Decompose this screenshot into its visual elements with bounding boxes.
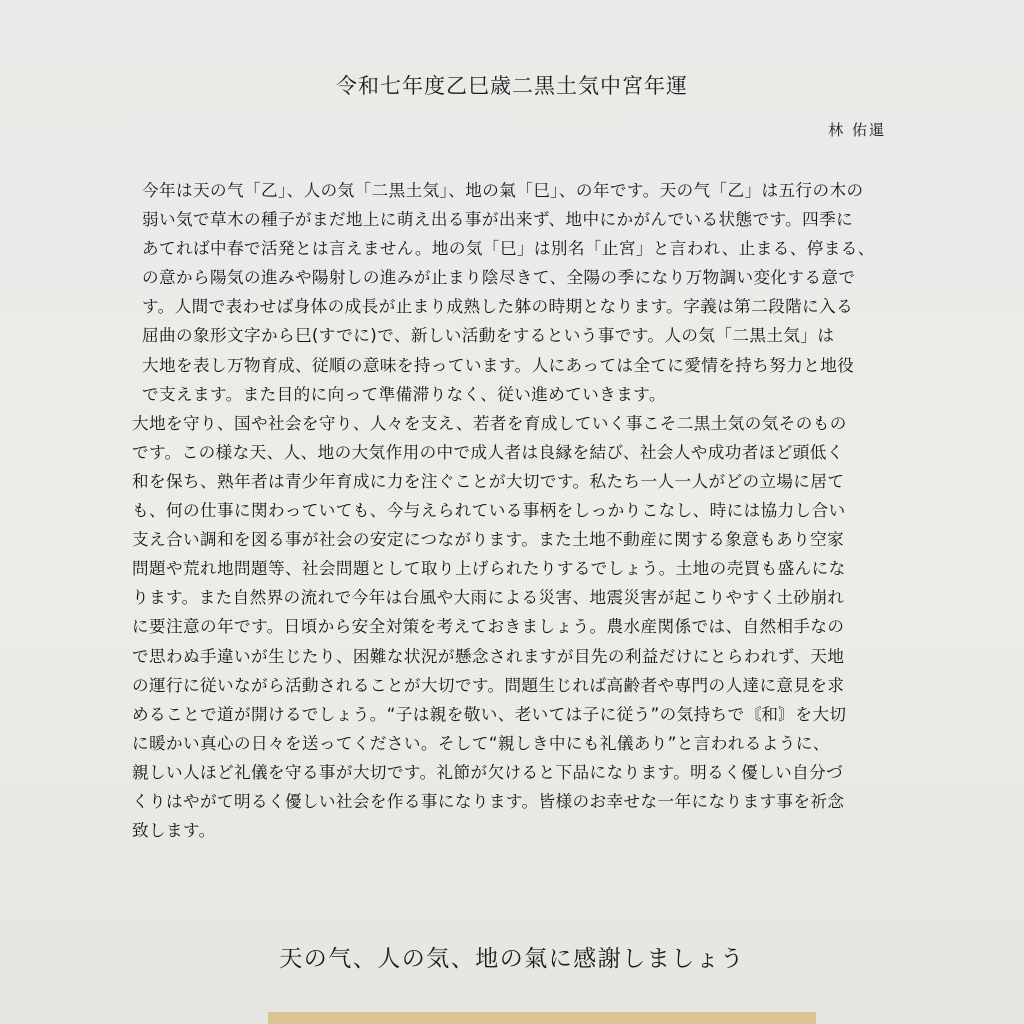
document-title: 令和七年度乙巳歳二黒土気中宮年運 [336, 74, 688, 98]
text-line: の運行に従いながら活動されることが大切です。問題生じれば高齢者や専門の人達に意見を求 [132, 675, 845, 695]
text-line: も、何の仕事に関わっていても、今与えられている事柄をしっかりこなし、時には協力し合い [132, 501, 846, 521]
text-line: 支え合い調和を図る事が社会の安定につながります。また土地不動産に関する象意もあり空家 [132, 530, 845, 550]
text-line: です。この様な天、人、地の大気作用の中で成人者は良縁を結び、社会人や成功者ほど頭低く [132, 442, 844, 462]
text-line: 致します。 [132, 821, 216, 841]
text-line: くりはやがて明るく優しい社会を作る事になります。皆様のお幸せな一年になります事を祈念 [132, 791, 845, 811]
text-line: 屈曲の象形文字から巳(すでに)で、新しい活動をするという事です。人の気「二黒土気」は [142, 326, 835, 346]
text-line: で支えます。また目的に向って準備滞りなく、従い進めていきます。 [142, 384, 666, 404]
text-line: 問題や荒れ地問題等、社会問題として取り上げられたりするでしょう。土地の売買も盛んにな [132, 559, 846, 579]
text-line: 弱い気で草木の種子がまだ地上に萌え出る事が出来ず、地中にかがんでいる状態です。四季に [142, 210, 854, 230]
text-line: 大地を表し万物育成、従順の意味を持っています。人にあっては全てに愛情を持ち努力と地役 [142, 355, 855, 375]
author-name: 林 佑暹 [828, 121, 886, 139]
text-line: ります。また自然界の流れで今年は台風や大雨による災害、地震災害が起こりやすく土砂崩れ [132, 588, 845, 608]
text-line: 親しい人ほど礼儀を守る事が大切です。礼節が欠けると下品になります。明るく優しい自分づ [132, 762, 844, 782]
closing-message: 天の气、人の気、地の氣に感謝しましょう [279, 946, 745, 972]
text-line: 和を保ち、熟年者は青少年育成に力を注ぐことが大切です。私たち一人一人がどの立場に居て [132, 471, 845, 491]
text-line: あてれば中春で活発とは言えません。地の気「巳」は別名「止宮」と言われ、止まる、停まる、 [142, 239, 875, 259]
decorative-strip [268, 1012, 816, 1024]
text-line: の意から陽気の進みや陽射しの進みが止まり陰尽きて、全陽の季になり万物調い変化する意で [142, 268, 856, 288]
text-line: 今年は天の气「乙」、人の気「二黒土気」、地の氣「巳」、の年です。天の气「乙」は五行の木の [142, 181, 864, 200]
text-line: す。人間で表わせば身体の成長が止まり成熟した躰の時期となります。字義は第二段階に入る [142, 297, 854, 317]
text-line: に要注意の年です。日頃から安全対策を考えておきましょう。農水産関係では、自然相手なの [132, 617, 845, 637]
body-paragraph [132, 176, 932, 845]
text-line: 大地を守り、国や社会を守り、人々を支え、若者を育成していく事こそ二黒土気の気そのもの [132, 413, 847, 433]
text-line: で思わぬ手違いが生じたり、困難な状況が懸念されますが目先の利益だけにとらわれず、天地 [132, 646, 845, 666]
text-line: めることで道が開けるでしょう。“子は親を敬い、老いては子に従う”の気持ちで〘和〙を大切 [132, 704, 847, 724]
text-line: に暖かい真心の日々を送ってください。そして“親しき中にも礼儀あり”と言われるように、 [132, 733, 830, 753]
